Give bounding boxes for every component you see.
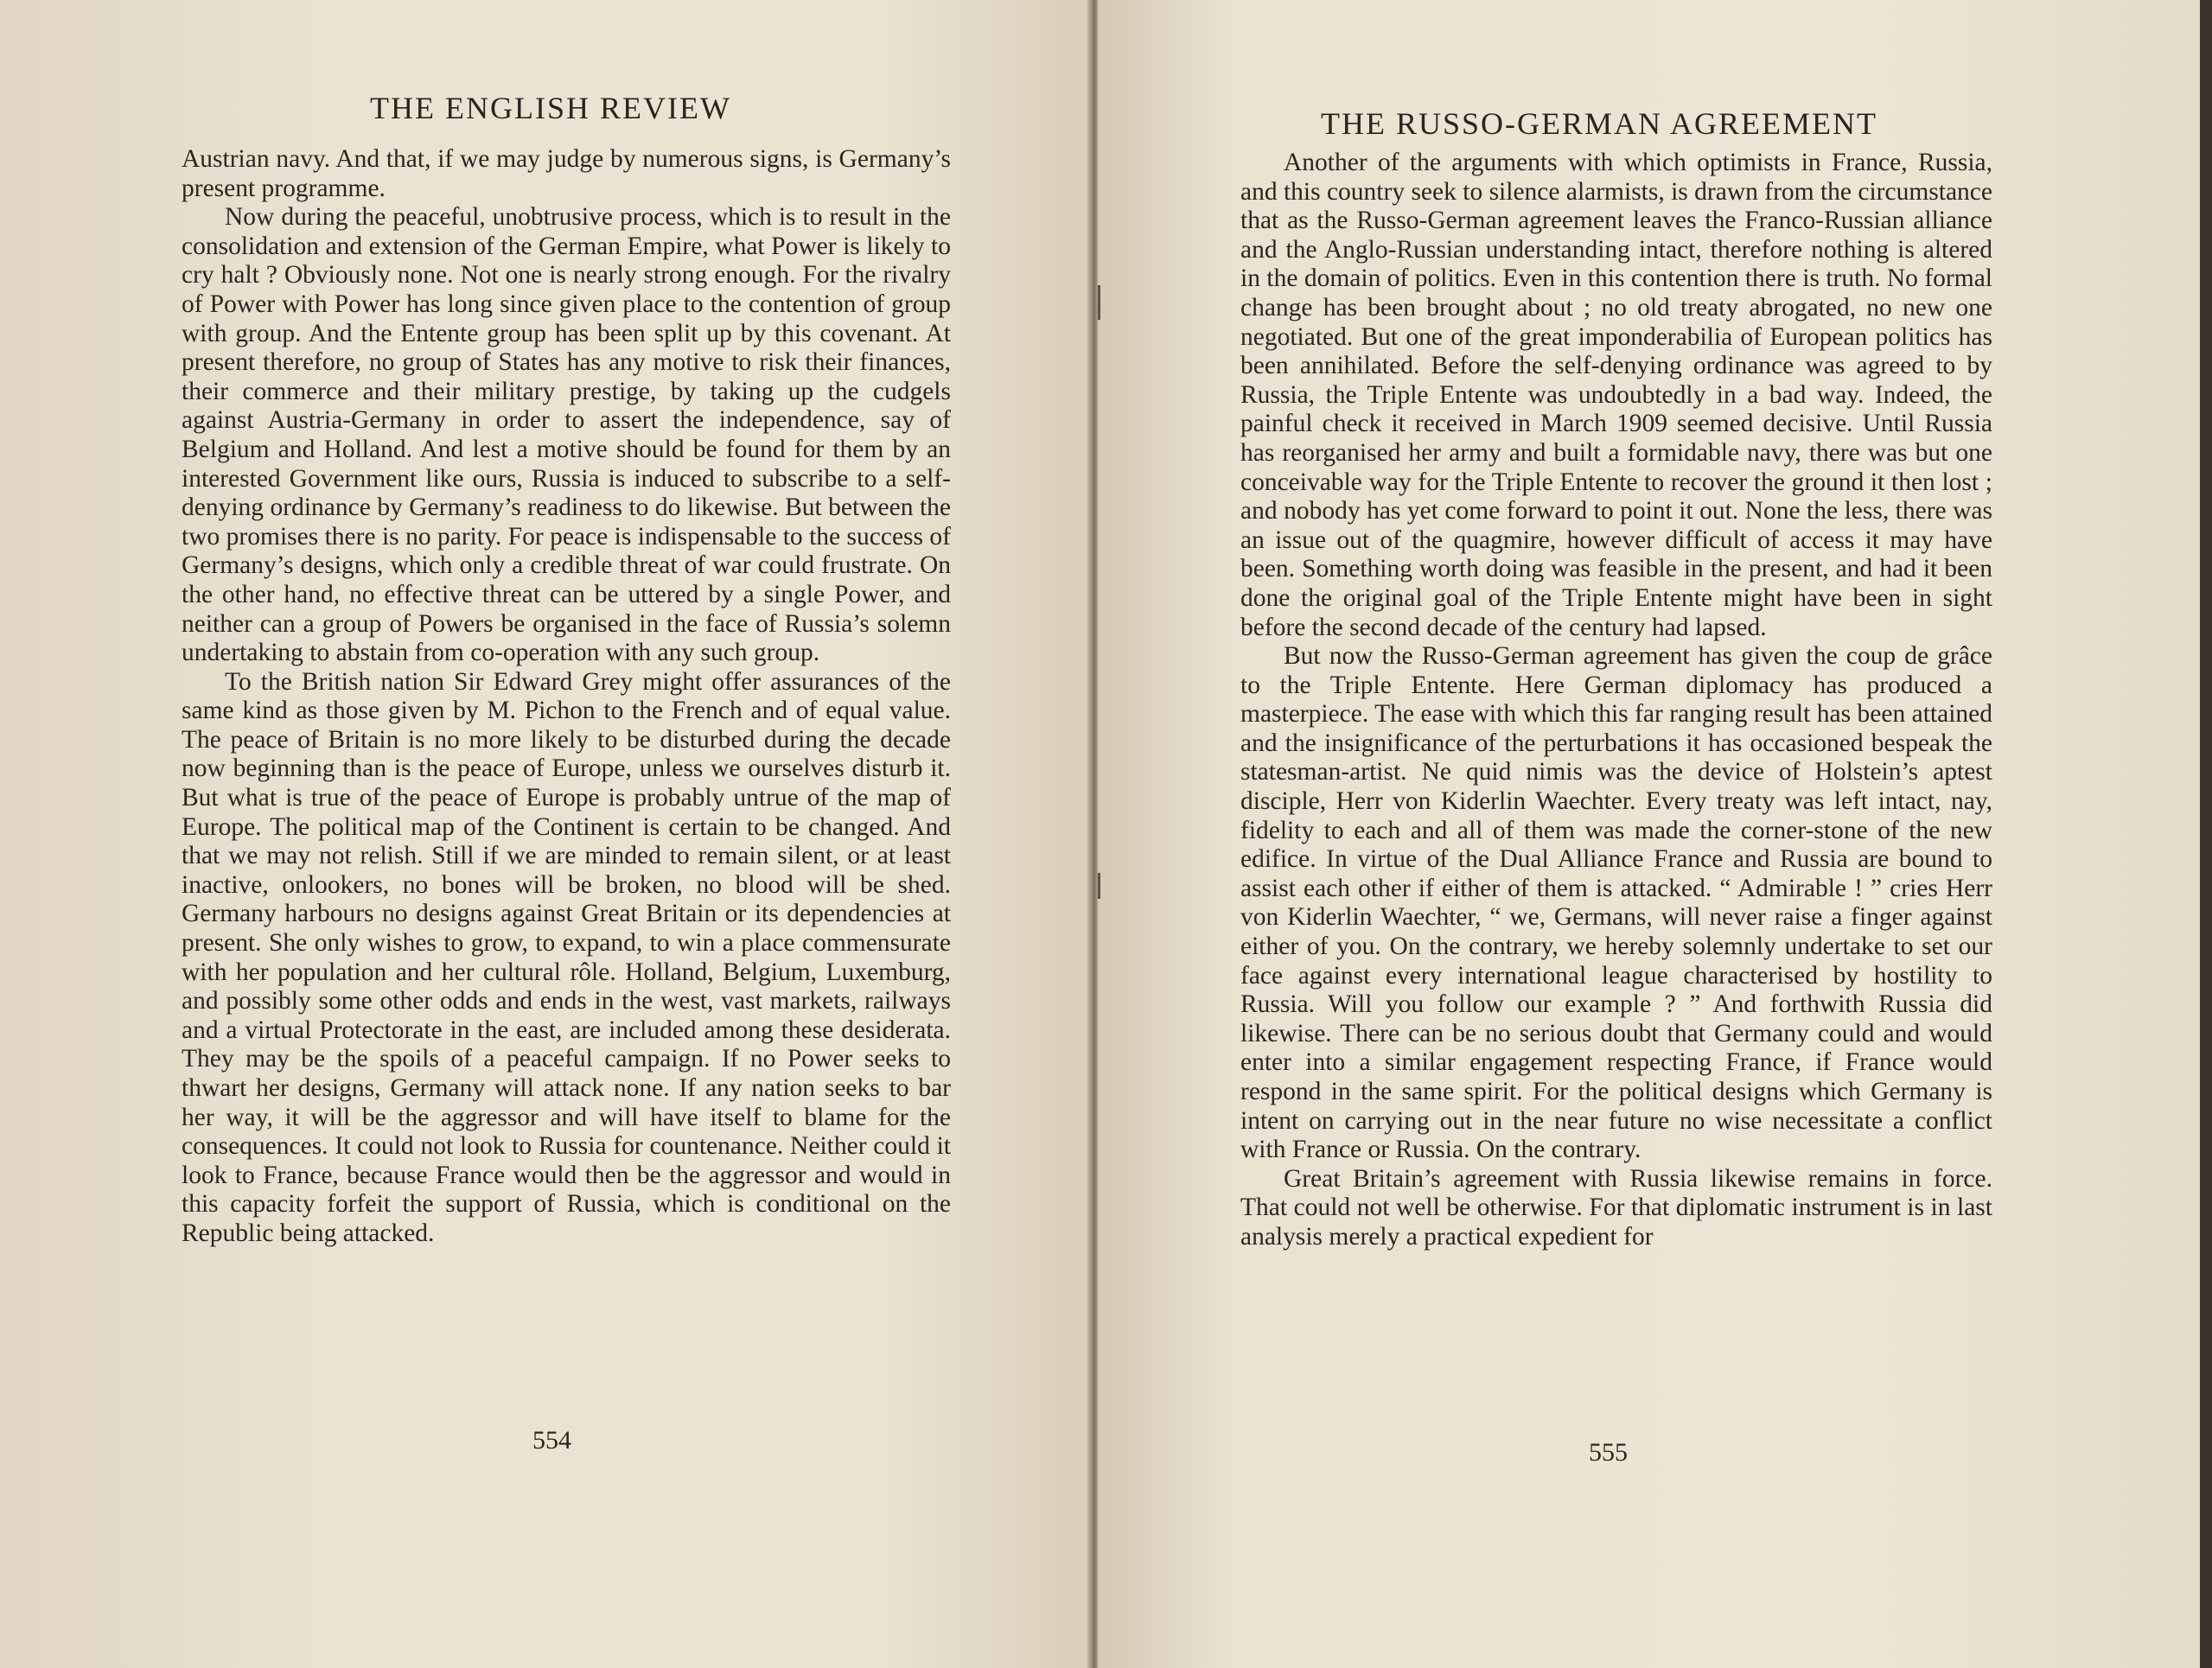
binding-thread-mark	[1098, 285, 1100, 320]
left-paragraph-1: Austrian navy. And that, if we may judge by numerous signs, is Germany’s present programme.	[182, 145, 951, 202]
right-running-head: THE RUSSO-GERMAN AGREEMENT	[1321, 106, 1878, 141]
left-page-number: 554	[532, 1426, 571, 1455]
right-paragraph-2: But now the Russo-German agreement has given the coup de grâce to the Triple Entente. Here German diplomacy has produced a masterpiece. The ease with which this far ranging result has been attained and the insignificance of the perturbations it has occasioned bespeak the statesman-artist. Ne quid nimis was the device of Holstein’s aptest disciple, Herr von Kiderlin Waechter. Every treaty was left intact, nay, fidelity to each and all of them was made the corner-stone of the new edifice. In virtue of the Dual Alliance France and Russia are bound to assist each other if either of them is attacked. “ Admirable ! ” cries Herr von Kiderlin Waechter, “ we, Germans, will never raise a finger against either of you. On the contrary, we hereby solemnly undertake to set our face against every international league characterised by hostility to Russia. Will you follow our example ? ” And forthwith Russia did likewise. There can be no serious doubt that Germany could and would enter into a similar engagement respecting France, if France would respond in the same spirit. For the political designs which Germany is intent on carrying out in the near future no wise necessitate a conflict with France or Russia. On the contrary.	[1240, 642, 1992, 1164]
right-paragraph-1: Another of the arguments with which optimists in France, Russia, and this country seek to silence alarmists, is drawn from the circumstance that as the Russo-German agreement leaves the Franco-Russian alliance and the Anglo-Russian understanding intact, therefore nothing is altered in the domain of politics. Even in this contention there is truth. No formal change has been brought about ; no old treaty abrogated, no new one negotiated. But one of the great imponderabilia of European politics has been annihilated. Before the self-denying ordinance was agreed to by Russia, the Triple Entente was undoubtedly in a bad way. Indeed, the painful check it received in March 1909 seemed decisive. Until Russia has reorganised her army and built a formidable navy, there was but one conceivable way for the Triple Entente to recover the ground it then lost ; and nobody has yet come forward to point it out. None the less, there was an issue out of the quagmire, however difficult of access it may have been. Something worth doing was feasible in the present, and had it been done the original goal of the Triple Entente might have been in sight before the second decade of the century had lapsed.	[1240, 149, 1992, 641]
left-page	[0, 0, 1091, 1668]
right-page-number: 555	[1589, 1438, 1628, 1467]
right-paragraph-3: Great Britain’s agreement with Russia likewise remains in force. That could not well be otherwise. For that diplomatic instrument is in last analysis merely a practical expedient for	[1240, 1164, 1992, 1251]
left-page-body	[182, 145, 951, 1249]
page-outer-edge	[2200, 0, 2212, 1668]
binding-thread-mark	[1098, 873, 1100, 899]
right-page-body	[1240, 149, 1992, 1252]
left-paragraph-3: To the British nation Sir Edward Grey might offer assurances of the same kind as those given by M. Pichon to the French and of equal value. The peace of Britain is no more likely to be disturbed during the decade now beginning than is the peace of Europe, unless we ourselves disturb it. But what is true of the peace of Europe is probably untrue of the map of Europe. The political map of the Continent is certain to be changed. And that we may not relish. Still if we are minded to remain silent, or at least inactive, onlookers, no bones will be broken, no blood will be shed. Germany harbours no designs against Great Britain or its dependencies at present. She only wishes to grow, to expand, to win a place commensurate with her population and her cultural rôle. Holland, Belgium, Luxemburg, and possibly some other odds and ends in the west, vast markets, railways and a virtual Protectorate in the east, are included among these desiderata. They may be the spoils of a peaceful campaign. If no Power seeks to thwart her designs, Germany will attack none. If any nation seeks to bar her way, it will be the aggressor and will have itself to blame for the consequences. It could not look to Russia for countenance. Neither could it look to France, because France would then be the aggressor and would in this capacity forfeit the support of Russia, which is conditional on the Republic being attacked.	[182, 667, 951, 1247]
left-running-head: THE ENGLISH REVIEW	[370, 91, 731, 125]
right-page	[1098, 0, 2212, 1668]
left-paragraph-2: Now during the peaceful, unobtrusive process, which is to result in the consolidation and extension of the German Empire, what Power is likely to cry halt ? Obviously none. Not one is nearly strong enough. For the rivalry of Power with Power has long since given place to the contention of group with group. And the Entente group has been split up by this covenant. At present therefore, no group of States has any motive to risk their finances, their commerce and their military prestige, by taking up the cudgels against Austria-Germany in order to assert the independence, say of Belgium and Holland. And lest a motive should be found for them by an interested Government like ours, Russia is induced to subscribe to a self-denying ordinance by Germany’s readiness to do likewise. But between the two promises there is no parity. For peace is indispensable to the success of Germany’s designs, which only a credible threat of war could frustrate. On the other hand, no effective threat can be uttered by a single Power, and neither can a group of Powers be organised in the face of Russia’s solemn undertaking to abstain from co-operation with any such group.	[182, 203, 951, 667]
